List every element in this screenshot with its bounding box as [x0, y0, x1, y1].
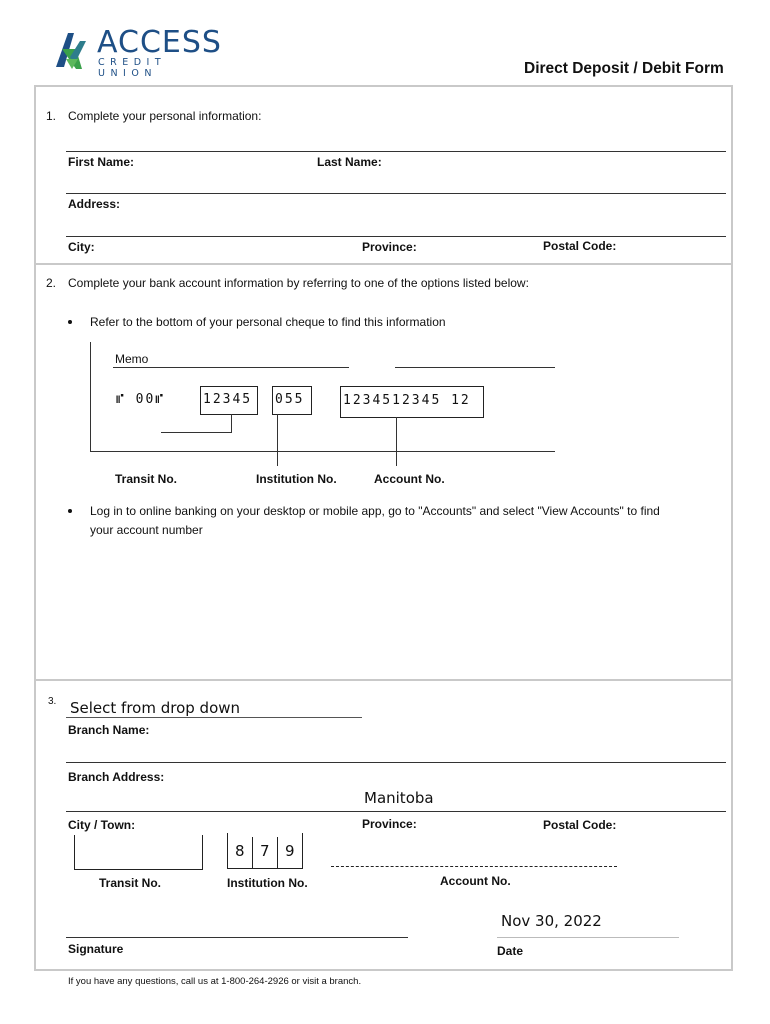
- cell-divider: [277, 837, 278, 869]
- cell-divider: [252, 837, 253, 869]
- section3-institution-label: Institution No.: [227, 876, 308, 890]
- transit-input[interactable]: [74, 835, 203, 870]
- bullet1-text: Refer to the bottom of your personal cheque to find this information: [90, 315, 446, 329]
- cheque-account-label: Account No.: [374, 472, 445, 486]
- cell-baseline: [227, 868, 303, 869]
- logo: [52, 25, 222, 79]
- frame-left: [34, 85, 36, 971]
- branch-select-dropdown[interactable]: Select from drop down: [70, 699, 241, 717]
- transit-pointer-h: [161, 432, 232, 433]
- branch-address-field[interactable]: [66, 811, 726, 812]
- divider-2-3: [34, 679, 733, 681]
- signature-field[interactable]: [66, 937, 408, 938]
- logo-wordmark: ACCESS: [97, 25, 222, 60]
- section1-rule-top: [66, 151, 726, 152]
- cheque-left-edge: [90, 342, 91, 452]
- form-title: Direct Deposit / Debit Form: [524, 60, 724, 77]
- cell-divider: [227, 833, 228, 869]
- address-label: Address:: [68, 197, 121, 211]
- bullet-icon: [68, 320, 72, 324]
- date-label: Date: [497, 944, 524, 958]
- institution-digit: 9: [285, 842, 295, 860]
- cheque-bottom-edge: [90, 451, 555, 452]
- province-label: Province:: [362, 240, 417, 254]
- branch-name-label: Branch Name:: [68, 723, 150, 737]
- institution-input[interactable]: [227, 833, 303, 869]
- memo-label: Memo: [115, 352, 149, 366]
- first-name-field[interactable]: [66, 193, 726, 194]
- section3-number: 3.: [48, 696, 57, 707]
- frame-top: [34, 85, 733, 87]
- logo-subtitle: CREDIT UNION: [98, 57, 167, 79]
- micr-institution: 055: [275, 392, 305, 407]
- access-logo-icon: [52, 29, 92, 71]
- institution-digit: 8: [235, 842, 245, 860]
- cheque-transit-label: Transit No.: [115, 472, 178, 486]
- divider-1-2: [34, 263, 733, 265]
- section2-instruction: Complete your bank account information by referring to one of the options listed below:: [68, 276, 529, 290]
- section3-account-label: Account No.: [440, 874, 511, 888]
- frame-bottom: [34, 969, 733, 971]
- cheque-institution-label: Institution No.: [256, 472, 337, 486]
- account-input[interactable]: [331, 866, 617, 869]
- bullet2-text-line2: your account number: [90, 523, 203, 537]
- footer-note: If you have any questions, call us at 1-800-264-2926 or visit a branch.: [68, 976, 362, 987]
- date-value[interactable]: Nov 30, 2022: [501, 912, 602, 930]
- city-label: City:: [68, 240, 95, 254]
- section3-transit-label: Transit No.: [99, 876, 162, 890]
- province-value[interactable]: Manitoba: [364, 789, 434, 807]
- institution-pointer: [277, 414, 278, 466]
- section2-number: 2.: [46, 276, 57, 290]
- last-name-label: Last Name:: [317, 155, 382, 169]
- micr-account: 1234512345 12: [343, 393, 471, 408]
- section3-postal-label: Postal Code:: [543, 818, 617, 832]
- signature-label: Signature: [68, 942, 124, 956]
- address-field[interactable]: [66, 236, 726, 237]
- institution-digit: 7: [260, 842, 270, 860]
- branch-address-label: Branch Address:: [68, 770, 165, 784]
- account-pointer: [396, 417, 397, 466]
- cheque-illustration: [88, 342, 558, 492]
- date-field: [497, 937, 679, 938]
- section1-number: 1.: [46, 109, 57, 123]
- branch-select-underline: [66, 717, 362, 718]
- micr-prefix: ⑈ 00⑈: [116, 392, 166, 407]
- cell-divider: [302, 833, 303, 869]
- memo-line: [113, 367, 349, 368]
- first-name-label: First Name:: [68, 155, 135, 169]
- branch-name-field[interactable]: [66, 762, 726, 763]
- postal-code-label: Postal Code:: [543, 239, 617, 253]
- bullet-icon: [68, 509, 72, 513]
- city-town-label: City / Town:: [68, 818, 136, 832]
- transit-pointer-v: [231, 414, 232, 432]
- signature-line: [395, 367, 555, 368]
- section1-instruction: Complete your personal information:: [68, 109, 262, 123]
- frame-right: [731, 85, 733, 971]
- micr-transit: 12345: [203, 392, 253, 407]
- bullet2-text-line1: Log in to online banking on your desktop or mobile app, go to "Accounts" and select "View Accounts" to find: [90, 504, 660, 518]
- section3-province-label: Province:: [362, 817, 417, 831]
